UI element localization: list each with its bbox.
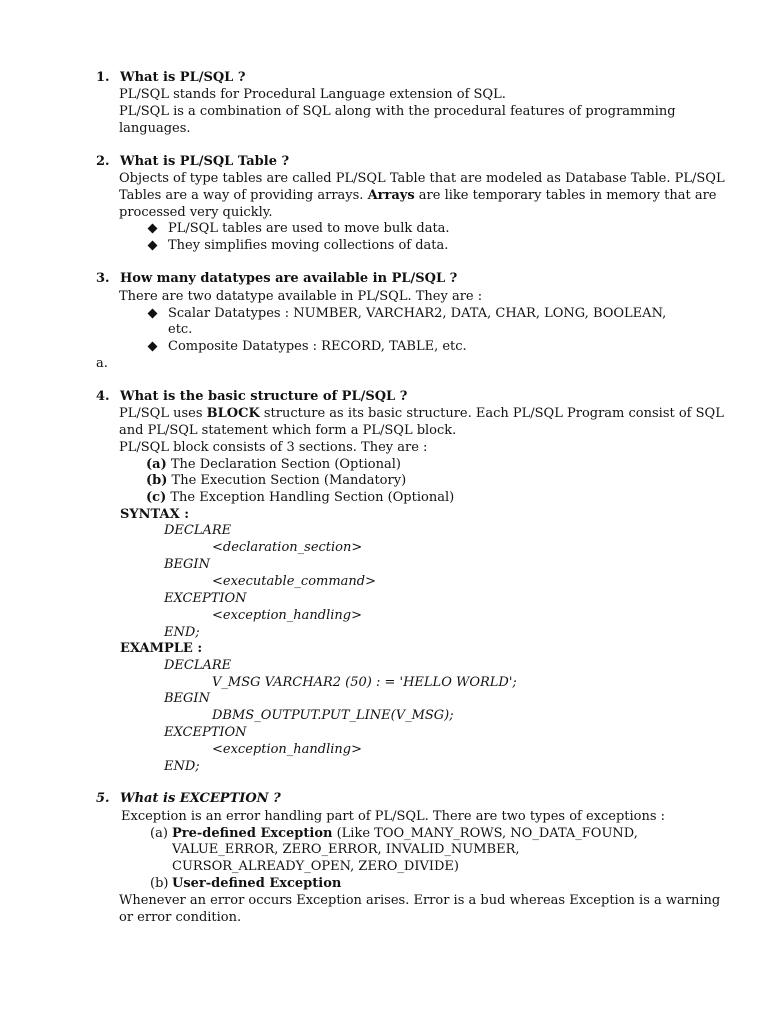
q2-line-1: Objects of type tables are called PL/SQL Table that are modeled as Database Table. PL/SQL: [119, 171, 725, 186]
q2-line-2-post: are like temporary tables in memory that are: [414, 188, 717, 203]
q3-bullet-1-line-2: etc.: [168, 322, 193, 337]
q4-section-a-text: The Declaration Section (Optional): [166, 457, 401, 472]
q4-title: What is the basic structure of PL/SQL ?: [120, 389, 408, 404]
q4-section-b-label: (b): [146, 473, 168, 488]
q5-item-a: [172, 825, 638, 842]
q3-number: 3.: [96, 271, 110, 286]
q4-section-c-label: (c): [146, 490, 167, 505]
q5-line-last-1: Whenever an error occurs Exception arises. Error is a bud whereas Exception is a warning: [119, 893, 721, 908]
stray-list-marker: a.: [96, 356, 108, 371]
q5-line-1: Exception is an error handling part of PL/SQL. There are two types of exceptions :: [121, 809, 666, 824]
q5-title: What is EXCEPTION ?: [120, 791, 281, 806]
q4-section-a: [146, 456, 401, 473]
q3-title: How many datatypes are available in PL/SQL ?: [120, 271, 458, 286]
example-end: END;: [164, 759, 200, 774]
q1-line-2: PL/SQL is a combination of SQL along with the procedural features of programming: [119, 104, 676, 119]
q4-section-a-label: (a): [146, 457, 167, 472]
example-put-line: DBMS_OUTPUT.PUT_LINE(V_MSG);: [212, 708, 454, 723]
q4-section-c: [146, 489, 454, 506]
example-exception-handling: <exception_handling>: [212, 742, 363, 757]
syntax-end: END;: [164, 625, 200, 640]
bullet-diamond-icon: [148, 241, 158, 251]
syntax-begin: BEGIN: [164, 557, 210, 572]
q4-line-1: [119, 405, 724, 422]
bullet-diamond-icon: [148, 309, 158, 319]
syntax-label: SYNTAX :: [120, 507, 190, 522]
q5-item-a-line-3: CURSOR_ALREADY_OPEN, ZERO_DIVIDE): [172, 859, 459, 874]
q5-item-a-label: (a): [150, 826, 168, 841]
q1-number: 1.: [96, 70, 110, 85]
bullet-diamond-icon: [148, 342, 158, 352]
q1-line-3: languages.: [119, 121, 191, 136]
q4-block-term: BLOCK: [206, 406, 260, 421]
syntax-executable-command: <executable_command>: [212, 574, 377, 589]
syntax-exception-handling: <exception_handling>: [212, 608, 363, 623]
q4-number: 4.: [96, 389, 110, 404]
syntax-declare: DECLARE: [164, 523, 232, 538]
q4-section-b: [146, 472, 406, 489]
q5-user-defined-term: User-defined Exception: [172, 876, 342, 891]
q5-predefined-term: Pre-defined Exception: [172, 826, 333, 841]
q5-item-a-text: (Like TOO_MANY_ROWS, NO_DATA_FOUND,: [332, 826, 638, 841]
q2-bullet-1: PL/SQL tables are used to move bulk data.: [168, 221, 450, 236]
q2-line-3: processed very quickly.: [119, 205, 273, 220]
q4-line-2: and PL/SQL statement which form a PL/SQL block.: [119, 423, 457, 438]
q1-line-1: PL/SQL stands for Procedural Language extension of SQL.: [119, 87, 506, 102]
q2-line-2: [119, 187, 717, 204]
q2-number: 2.: [96, 154, 110, 169]
example-declare: DECLARE: [164, 658, 232, 673]
q2-bullet-2: They simplifies moving collections of data.: [168, 238, 449, 253]
bullet-diamond-icon: [148, 224, 158, 234]
q5-line-last-2: or error condition.: [119, 910, 242, 925]
q4-line-3: PL/SQL block consists of 3 sections. They are :: [119, 440, 428, 455]
example-exception: EXCEPTION: [164, 725, 247, 740]
q2-title: What is PL/SQL Table ?: [120, 154, 290, 169]
q4-line-1-pre: PL/SQL uses: [119, 406, 207, 421]
syntax-exception: EXCEPTION: [164, 591, 247, 606]
q2-line-2-pre: Tables are a way of providing arrays.: [119, 188, 368, 203]
q3-bullet-2: Composite Datatypes : RECORD, TABLE, etc.: [168, 339, 467, 354]
q1-title: What is PL/SQL ?: [120, 70, 246, 85]
q3-line-1: There are two datatype available in PL/SQL. They are :: [119, 289, 483, 304]
q5-number: 5.: [96, 791, 110, 806]
q4-section-b-text: The Execution Section (Mandatory): [167, 473, 407, 488]
example-begin: BEGIN: [164, 691, 210, 706]
example-label: EXAMPLE :: [120, 641, 203, 656]
syntax-declaration-section: <declaration_section>: [212, 540, 363, 555]
q4-section-c-text: The Exception Handling Section (Optional): [166, 490, 455, 505]
q4-line-1-post: structure as its basic structure. Each PL/SQL Program consist of SQL: [259, 406, 724, 421]
example-variable-declaration: V_MSG VARCHAR2 (50) : = 'HELLO WORLD';: [212, 675, 517, 690]
q2-arrays-term: Arrays: [367, 188, 415, 203]
q3-bullet-1-line-1: Scalar Datatypes : NUMBER, VARCHAR2, DATA, CHAR, LONG, BOOLEAN,: [168, 306, 667, 321]
q5-item-a-line-2: VALUE_ERROR, ZERO_ERROR, INVALID_NUMBER,: [172, 842, 520, 857]
q5-item-b-label: (b): [150, 876, 169, 891]
